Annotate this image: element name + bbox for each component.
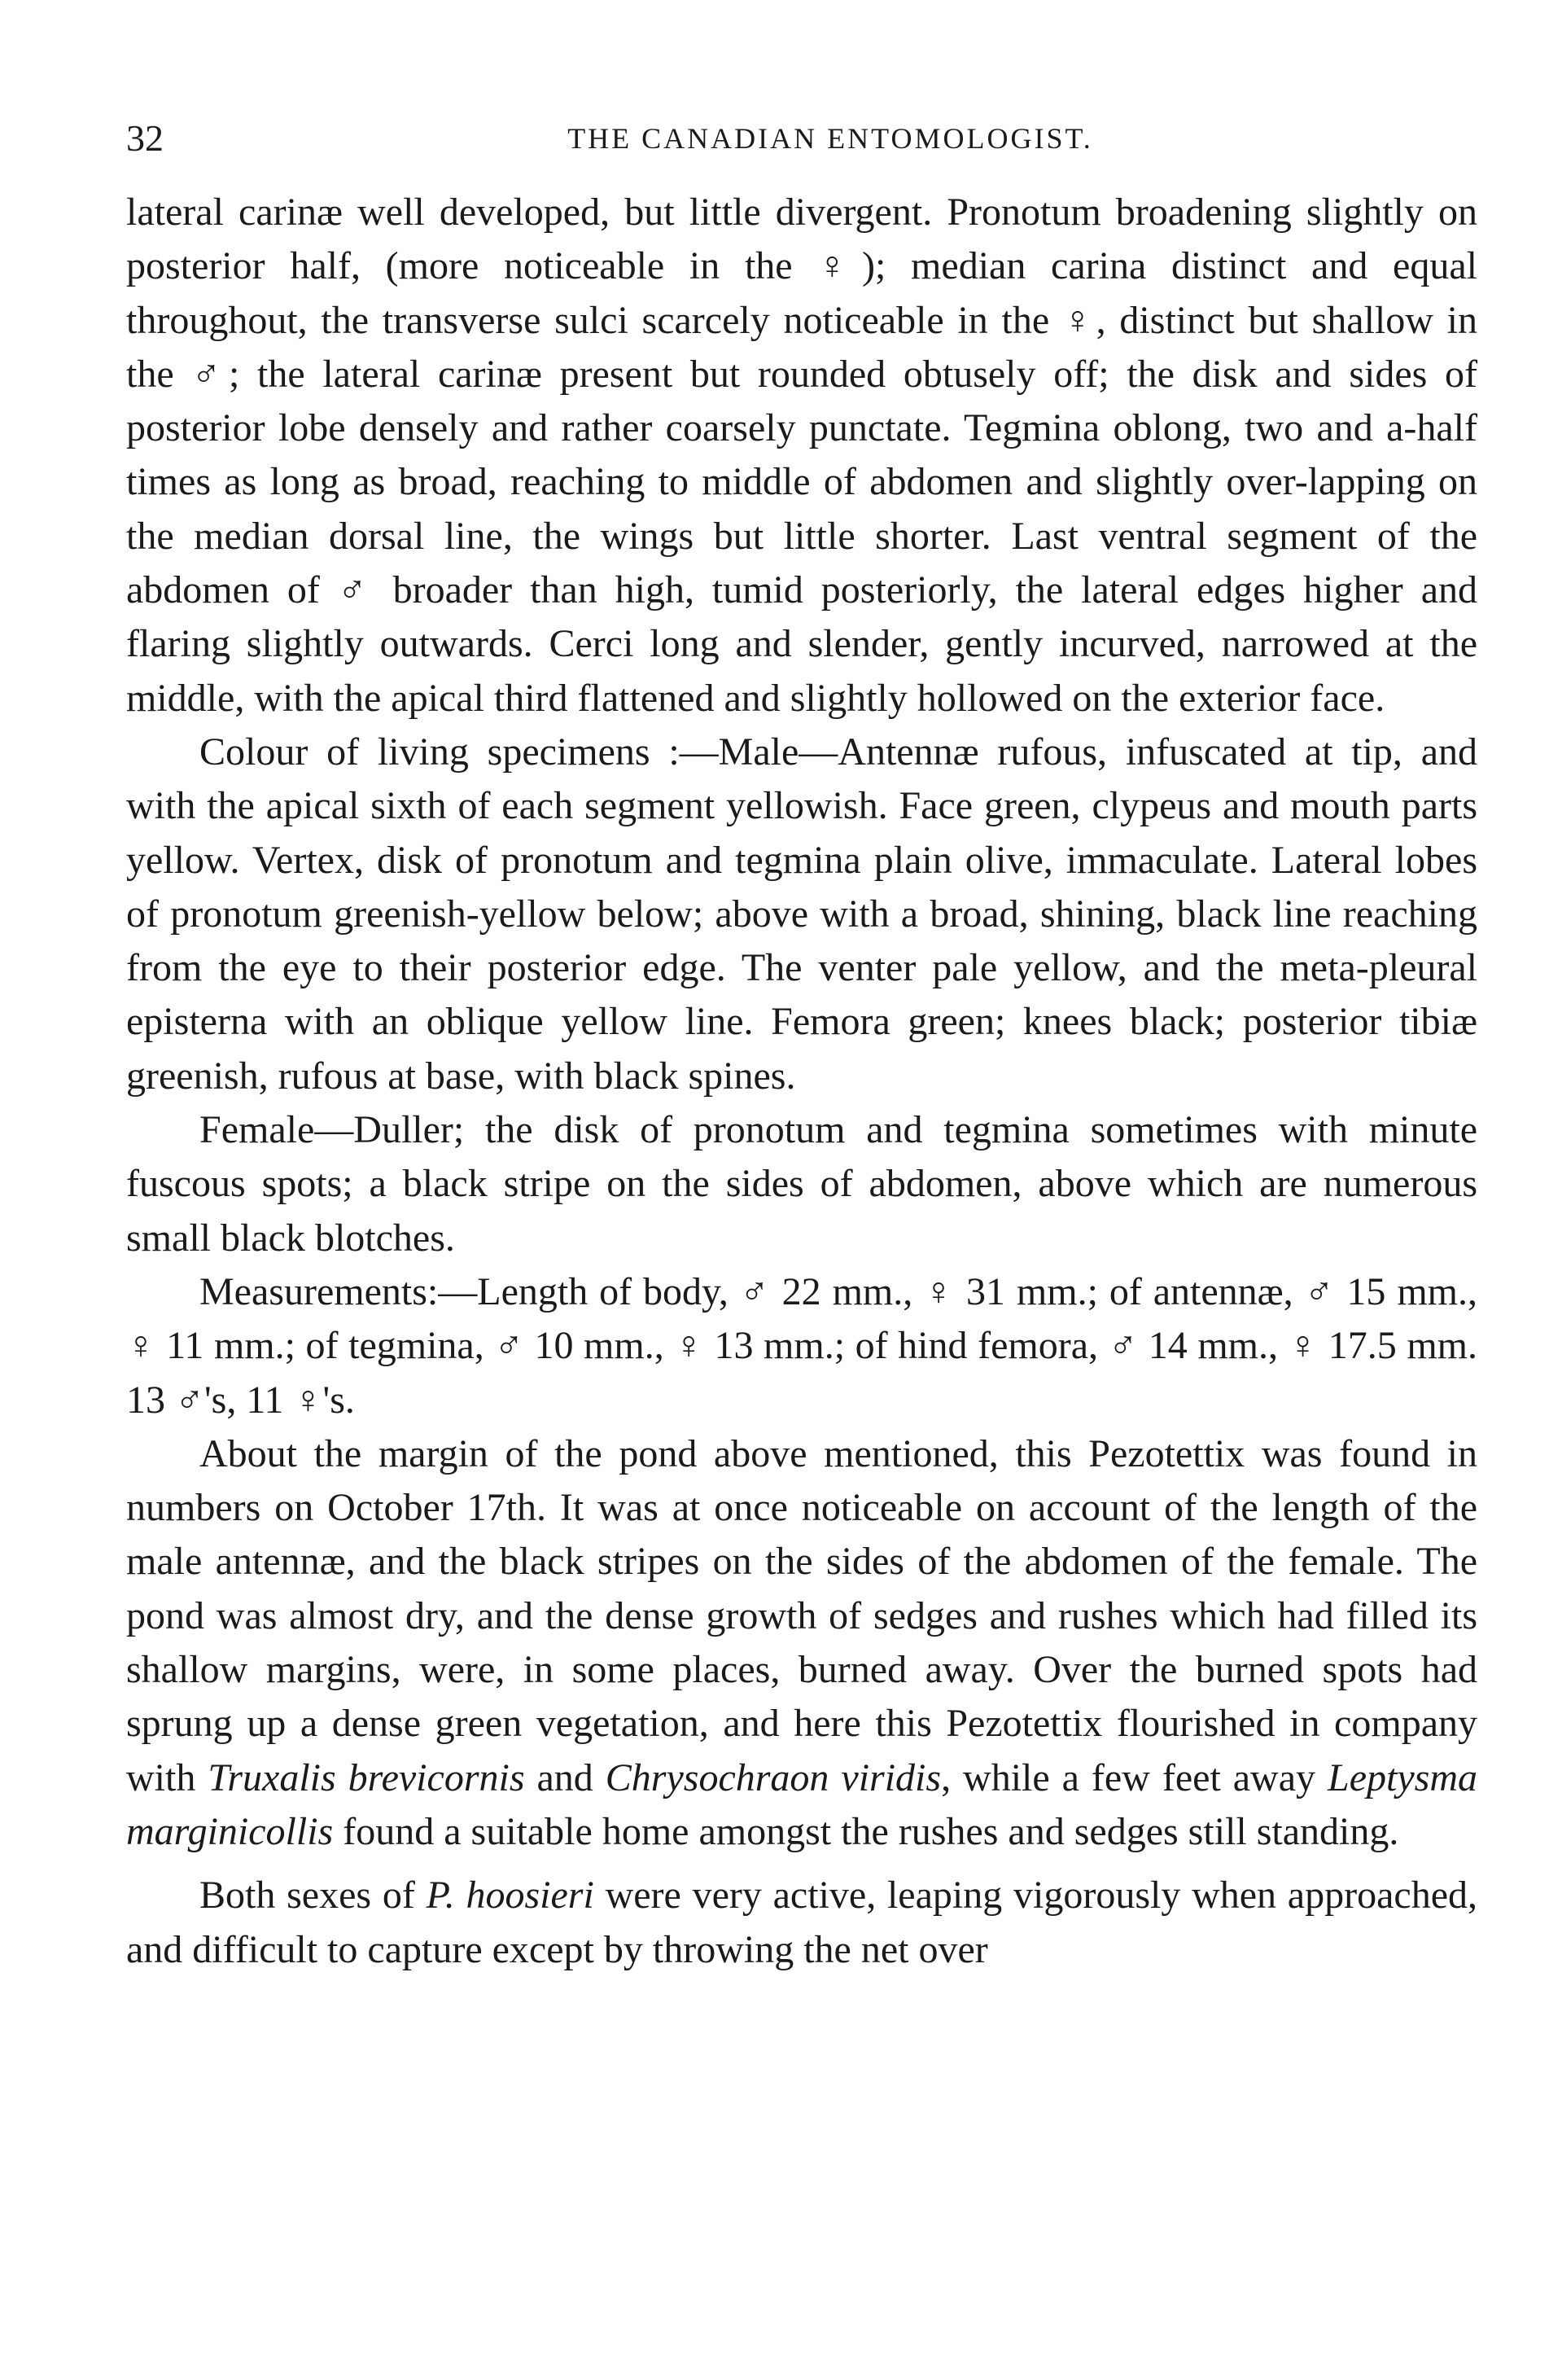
paragraph-measurements: Measurements:—Length of body, ♂ 22 mm., ♀ 31 mm.; of antennæ, ♂ 15 mm., ♀ 11 mm.; of tegmina, ♂ 10 mm., ♀ 13 mm.; of hind femora, ♂ 14 mm., ♀ 17.5 mm. 13 ♂'s, 11 ♀'s. bbox=[126, 1269, 1477, 1422]
paragraph-female: Female—Duller; the disk of pronotum and tegmina sometimes with minute fuscous spots; a black stripe on the sides of abdomen, above which are numerous small black blotches. bbox=[126, 1108, 1477, 1260]
page-header bbox=[126, 114, 1486, 163]
text-body bbox=[126, 186, 1477, 1977]
species-name-chrysochraon: Chrysochraon viridis bbox=[605, 1755, 942, 1799]
species-name-hoosieri: P. hoosieri bbox=[426, 1874, 594, 1918]
paragraph-colour-male: Colour of living specimens :—Male—Antennæ rufous, infuscated at tip, and with the apical sixth of each segment yellowish. Face green, clypeus and mouth parts yellow. Vertex, disk of pronotum and tegmina plain olive, immaculate. Lateral lobes of pronotum greenish-yellow below; above with a broad, shining, black line reaching from the eye to their posterior edge. The venter pale yellow, and the meta-pleural episterna with an oblique yellow line. Femora green; knees black; posterior tibiæ greenish, rufous at base, with black spines. bbox=[126, 730, 1477, 1098]
page-number: 32 bbox=[126, 117, 164, 159]
text-segment: found a suitable home amongst the rushes and sedges still standing. bbox=[333, 1809, 1399, 1853]
species-name-leptysma: Leptysma marginicollis bbox=[126, 1755, 1477, 1853]
text-segment: , while a few feet away bbox=[941, 1755, 1328, 1799]
text-segment: About the margin of the pond above mentioned, this Pezotettix was found in numbers on October 17th. It was at once noticeable on account of the length of the male antennæ, and the black stripes on the sides of the abdomen of the female. The pond was almost dry, and the dense growth of sedges and rushes which had filled its shallow margins, were, in some places, burned away. Over the burned spots had sprung up a dense green vegetation, and here this Pezotettix flourished in company with bbox=[126, 1431, 1477, 1799]
text-segment: were very active, leaping vigorously when approached, and difficult to capture except by throwing the net over bbox=[126, 1874, 1478, 1971]
paragraph-pond-habitat bbox=[126, 1427, 1477, 1859]
text-segment: and bbox=[524, 1755, 606, 1799]
text-segment: Both sexes of bbox=[199, 1874, 427, 1918]
paragraph-pronotum-description: lateral carinæ well developed, but little divergent. Pronotum broadening slightly on posterior half, (more noticeable in the ♀); median carina distinct and equal throughout, the transverse sulci scarcely noticeable in the ♀, distinct but shallow in the ♂; the lateral carinæ present but rounded obtusely off; the disk and sides of posterior lobe densely and rather coarsely punctate. Tegmina oblong, two and a-half times as long as broad, reaching to middle of abdomen and slightly over-lapping on the median dorsal line, the wings but little shorter. Last ventral segment of the abdomen of ♂ broader than high, tumid posteriorly, the lateral edges higher and flaring slightly outwards. Cerci long and slender, gently incurved, narrowed at the middle, with the apical third flattened and slightly hollowed on the exterior face. bbox=[126, 191, 1477, 720]
running-title: THE CANADIAN ENTOMOLOGIST. bbox=[567, 122, 1093, 155]
paragraph-behaviour bbox=[126, 1869, 1477, 1977]
species-name-truxalis: Truxalis brevicornis bbox=[208, 1755, 525, 1799]
